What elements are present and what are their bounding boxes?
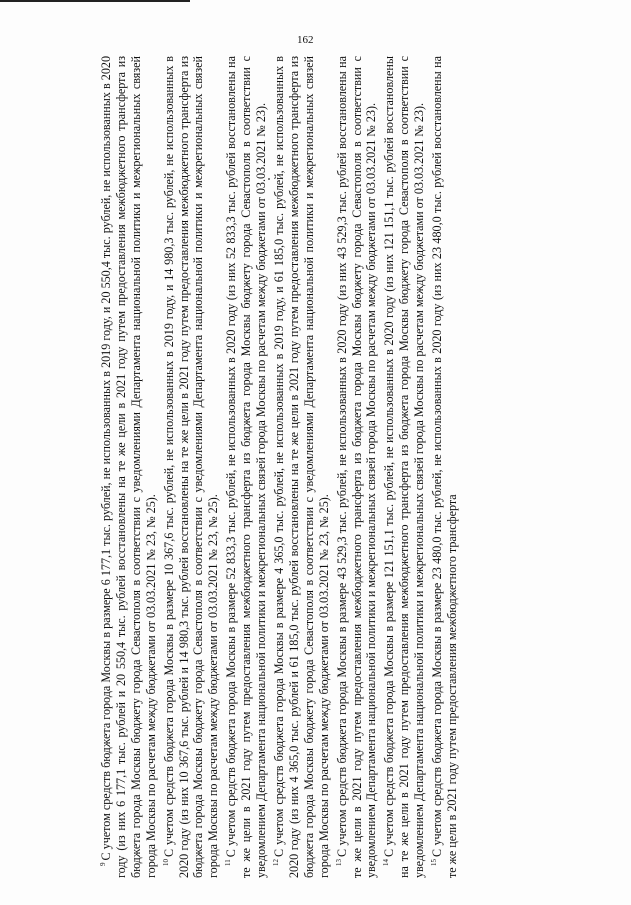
footnote-10 <box>159 56 222 878</box>
footnote-text: С учетом средств бюджета города Москвы в размере 10 367,6 тыс. рублей, не использованных в 2019 году, и 14 980,3 тыс. рублей, не использованных в 2020 году (из них 10 367,6 тыс. рублей и 14 980,3 тыс. рублей восстановлены на те же цели в 2021 году путем предоставления межбюджетного трансферта из бюджета города Москвы бюджету города Севастополя в соответствии с уведомлениями Департамента национальной политики и межрегиональных связей города Москвы по расчетам между бюджетами от 03.03.2021 № 23, № 25). <box>161 56 221 878</box>
footnote-marker: 14 <box>382 859 391 866</box>
top-border-line <box>0 0 190 2</box>
footnote-text: С учетом средств бюджета города Москвы в размере 4 365,0 тыс. рублей, не использованных в 2019 году, и 61 185,0 тыс. рублей, не использованных в 2020 году (из них 4 365,0 тыс. рублей и 61 185,0 тыс. рублей восстановлены на те же цели в 2021 году путем предоставления межбюджетного трансферта из бюджета города Москвы бюджету города Севастополя в соответствии с уведомлениями Департамента национальной политики и межрегиональных связей города Москвы по расчетам между бюджетами от 03.03.2021 № 23, № 25). <box>271 56 331 878</box>
footnote-12 <box>269 56 332 878</box>
footnotes-block <box>96 56 604 878</box>
footnote-marker: 11 <box>224 859 233 866</box>
footnote-marker: 13 <box>334 859 343 866</box>
footnote-13 <box>332 56 380 878</box>
footnote-marker: 12 <box>271 859 280 866</box>
footnote-marker: 15 <box>430 859 439 866</box>
footnote-14 <box>379 56 427 878</box>
page-number: 162 <box>297 34 314 46</box>
footnote-text: С учетом средств бюджета города Москвы в размере 6 177,1 тыс. рублей, не использованных в 2019 году, и 20 550,4 тыс. рублей, не использованных в 2020 году (из них 6 177,1 тыс. рублей и 20 550,4 тыс. рублей восстановлены на те же цели в 2021 году путем предоставления межбюджетного трансферта из бюджета города Москвы бюджету города Севастополя в соответствии с уведомлениями Департамента национальной политики и межрегиональных связей города Москвы по расчетам между бюджетами от 03.03.2021 № 23, № 25). <box>99 56 158 878</box>
footnote-marker: 10 <box>161 859 170 866</box>
footnote-15 <box>427 56 460 878</box>
footnote-text: С учетом средств бюджета города Москвы в размере 52 833,3 тыс. рублей, не использованных в 2020 году (из них 52 833,3 тыс. рублей восстановлены на те же цели в 2021 году путем предоставления межбюджетного трансферта из бюджета города Москвы бюджету города Севастополя в соответствии с уведомлением Департамента национальной политики и межрегиональных связей города Москвы по расчетам между бюджетами от 03.03.2021 № 23). <box>224 56 269 878</box>
footnote-text: С учетом средств бюджета города Москвы в размере 43 529,3 тыс. рублей, не использованных в 2020 году (из них 43 529,3 тыс. рублей восстановлены на те же цели в 2021 году путем предоставления межбюджетного трансферта из бюджета города Москвы бюджету города Севастополя в соответствии с уведомлением Департамента национальной политики и межрегиональных связей города Москвы по расчетам между бюджетами от 03.03.2021 № 23). <box>334 56 379 878</box>
footnote-11 <box>221 56 269 878</box>
footnote-text: С учетом средств бюджета города Москвы в размере 23 480,0 тыс. рублей, не использованных в 2020 году (из них 23 480,0 тыс. рублей восстановлены на те же цели в 2021 году путем предоставления межбюджетного трансферта <box>430 56 459 878</box>
footnote-text: С учетом средств бюджета города Москвы в размере 121 151,1 тыс. рублей, не использованных в 2020 году (из них 121 151,1 тыс. рублей восстановлены на те же цели в 2021 году путем предоставления межбюджетного трансферта из бюджета города Москвы бюджету города Севастополя в соответствии с уведомлением Департамента национальной политики и межрегиональных связей города Москвы по расчетам между бюджетами от 03.03.2021 № 23). <box>382 56 427 878</box>
footnote-marker: 9 <box>99 862 107 866</box>
footnote-9 <box>96 56 159 878</box>
